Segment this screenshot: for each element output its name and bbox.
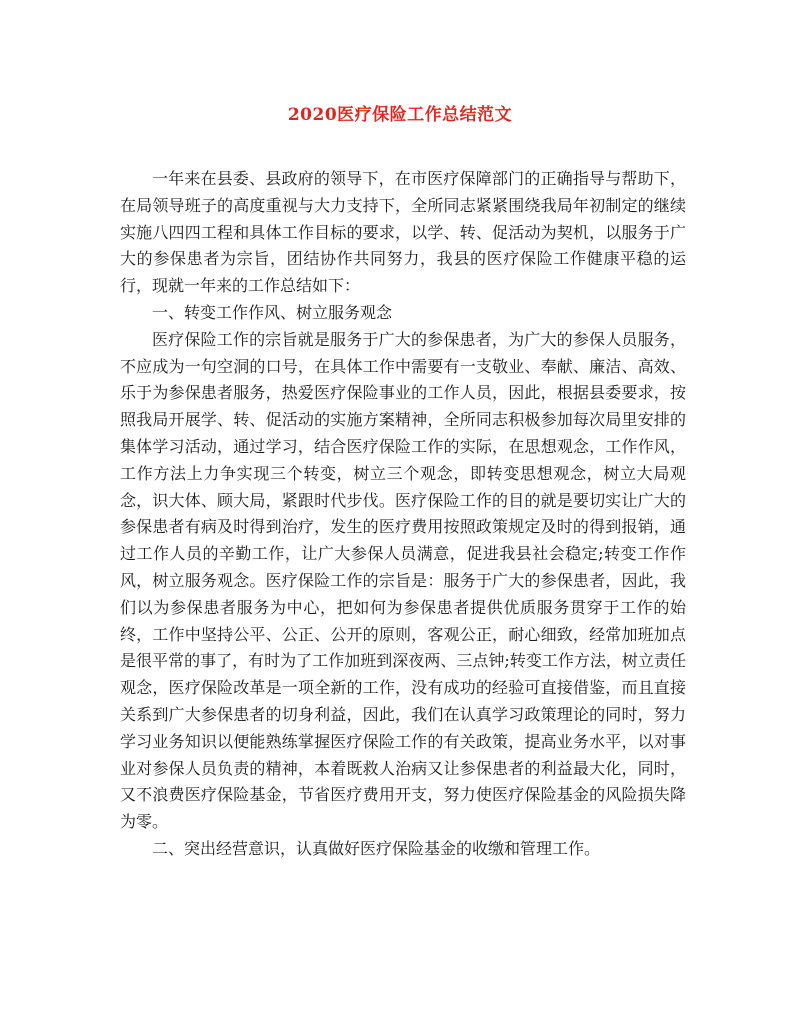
paragraph-intro: 一年来在县委、县政府的领导下，在市医疗保障部门的正确指导与帮助下，在局领导班子的高度重视与大力支持下，全所同志紧紧围绕我局年初制定的继续实施八四四工程和具体工作目标的要求，以学、转、促活动为契机，以服务于广大的参保患者为宗旨，团结协作共同努力，我县的医疗保险工作健康平稳的运行，现就一年来的工作总结如下： [120, 169, 686, 296]
document-body [120, 166, 686, 863]
section-heading-2: 二、突出经营意识，认真做好医疗保险基金的收缴和管理工作。 [152, 838, 601, 858]
section-heading-1: 一、转变工作作风、树立服务观念 [152, 302, 393, 322]
document-title: 2020医疗保险工作总结范文 [287, 105, 513, 125]
paragraph-section-1: 医疗保险工作的宗旨就是服务于广大的参保患者，为广大的参保人员服务，不应成为一句空洞的口号，在具体工作中需要有一支敬业、奉献、廉洁、高效、乐于为参保患者服务，热爱医疗保险事业的工作人员，因此，根据县委要求，按照我局开展学、转、促活动的实施方案精神，全所同志积极参加每次局里安排的集体学习活动，通过学习，结合医疗保险工作的实际，在思想观念，工作作风，工作方法上力争实现三个转变，树立三个观念，即转变思想观念，树立大局观念，识大体、顾大局，紧跟时代步伐。医疗保险工作的目的就是要切实让广大的参保患者有病及时得到治疗，发生的医疗费用按照政策规定及时的得到报销，通过工作人员的辛勤工作，让广大参保人员满意，促进我县社会稳定;转变工作作风，树立服务观念。医疗保险工作的宗旨是：服务于广大的参保患者，因此，我们以为参保患者服务为中心，把如何为参保患者提供优质服务贯穿于工作的始终，工作中坚持公平、公正、公开的原则，客观公正，耐心细致，经常加班加点是很平常的事了，有时为了工作加班到深夜两、三点钟;转变工作方法，树立责任观念，医疗保险改革是一项全新的工作，没有成功的经验可直接借鉴，而且直接关系到广大参保患者的切身利益，因此，我们在认真学习政策理论的同时，努力学习业务知识以便能熟练掌握医疗保险工作的有关政策，提高业务水平，以对事业对参保人员负责的精神，本着既救人治病又让参保患者的利益最大化，同时，又不浪费医疗保险基金，节省医疗费用开支，努力使医疗保险基金的风险损失降为零。 [120, 329, 686, 832]
